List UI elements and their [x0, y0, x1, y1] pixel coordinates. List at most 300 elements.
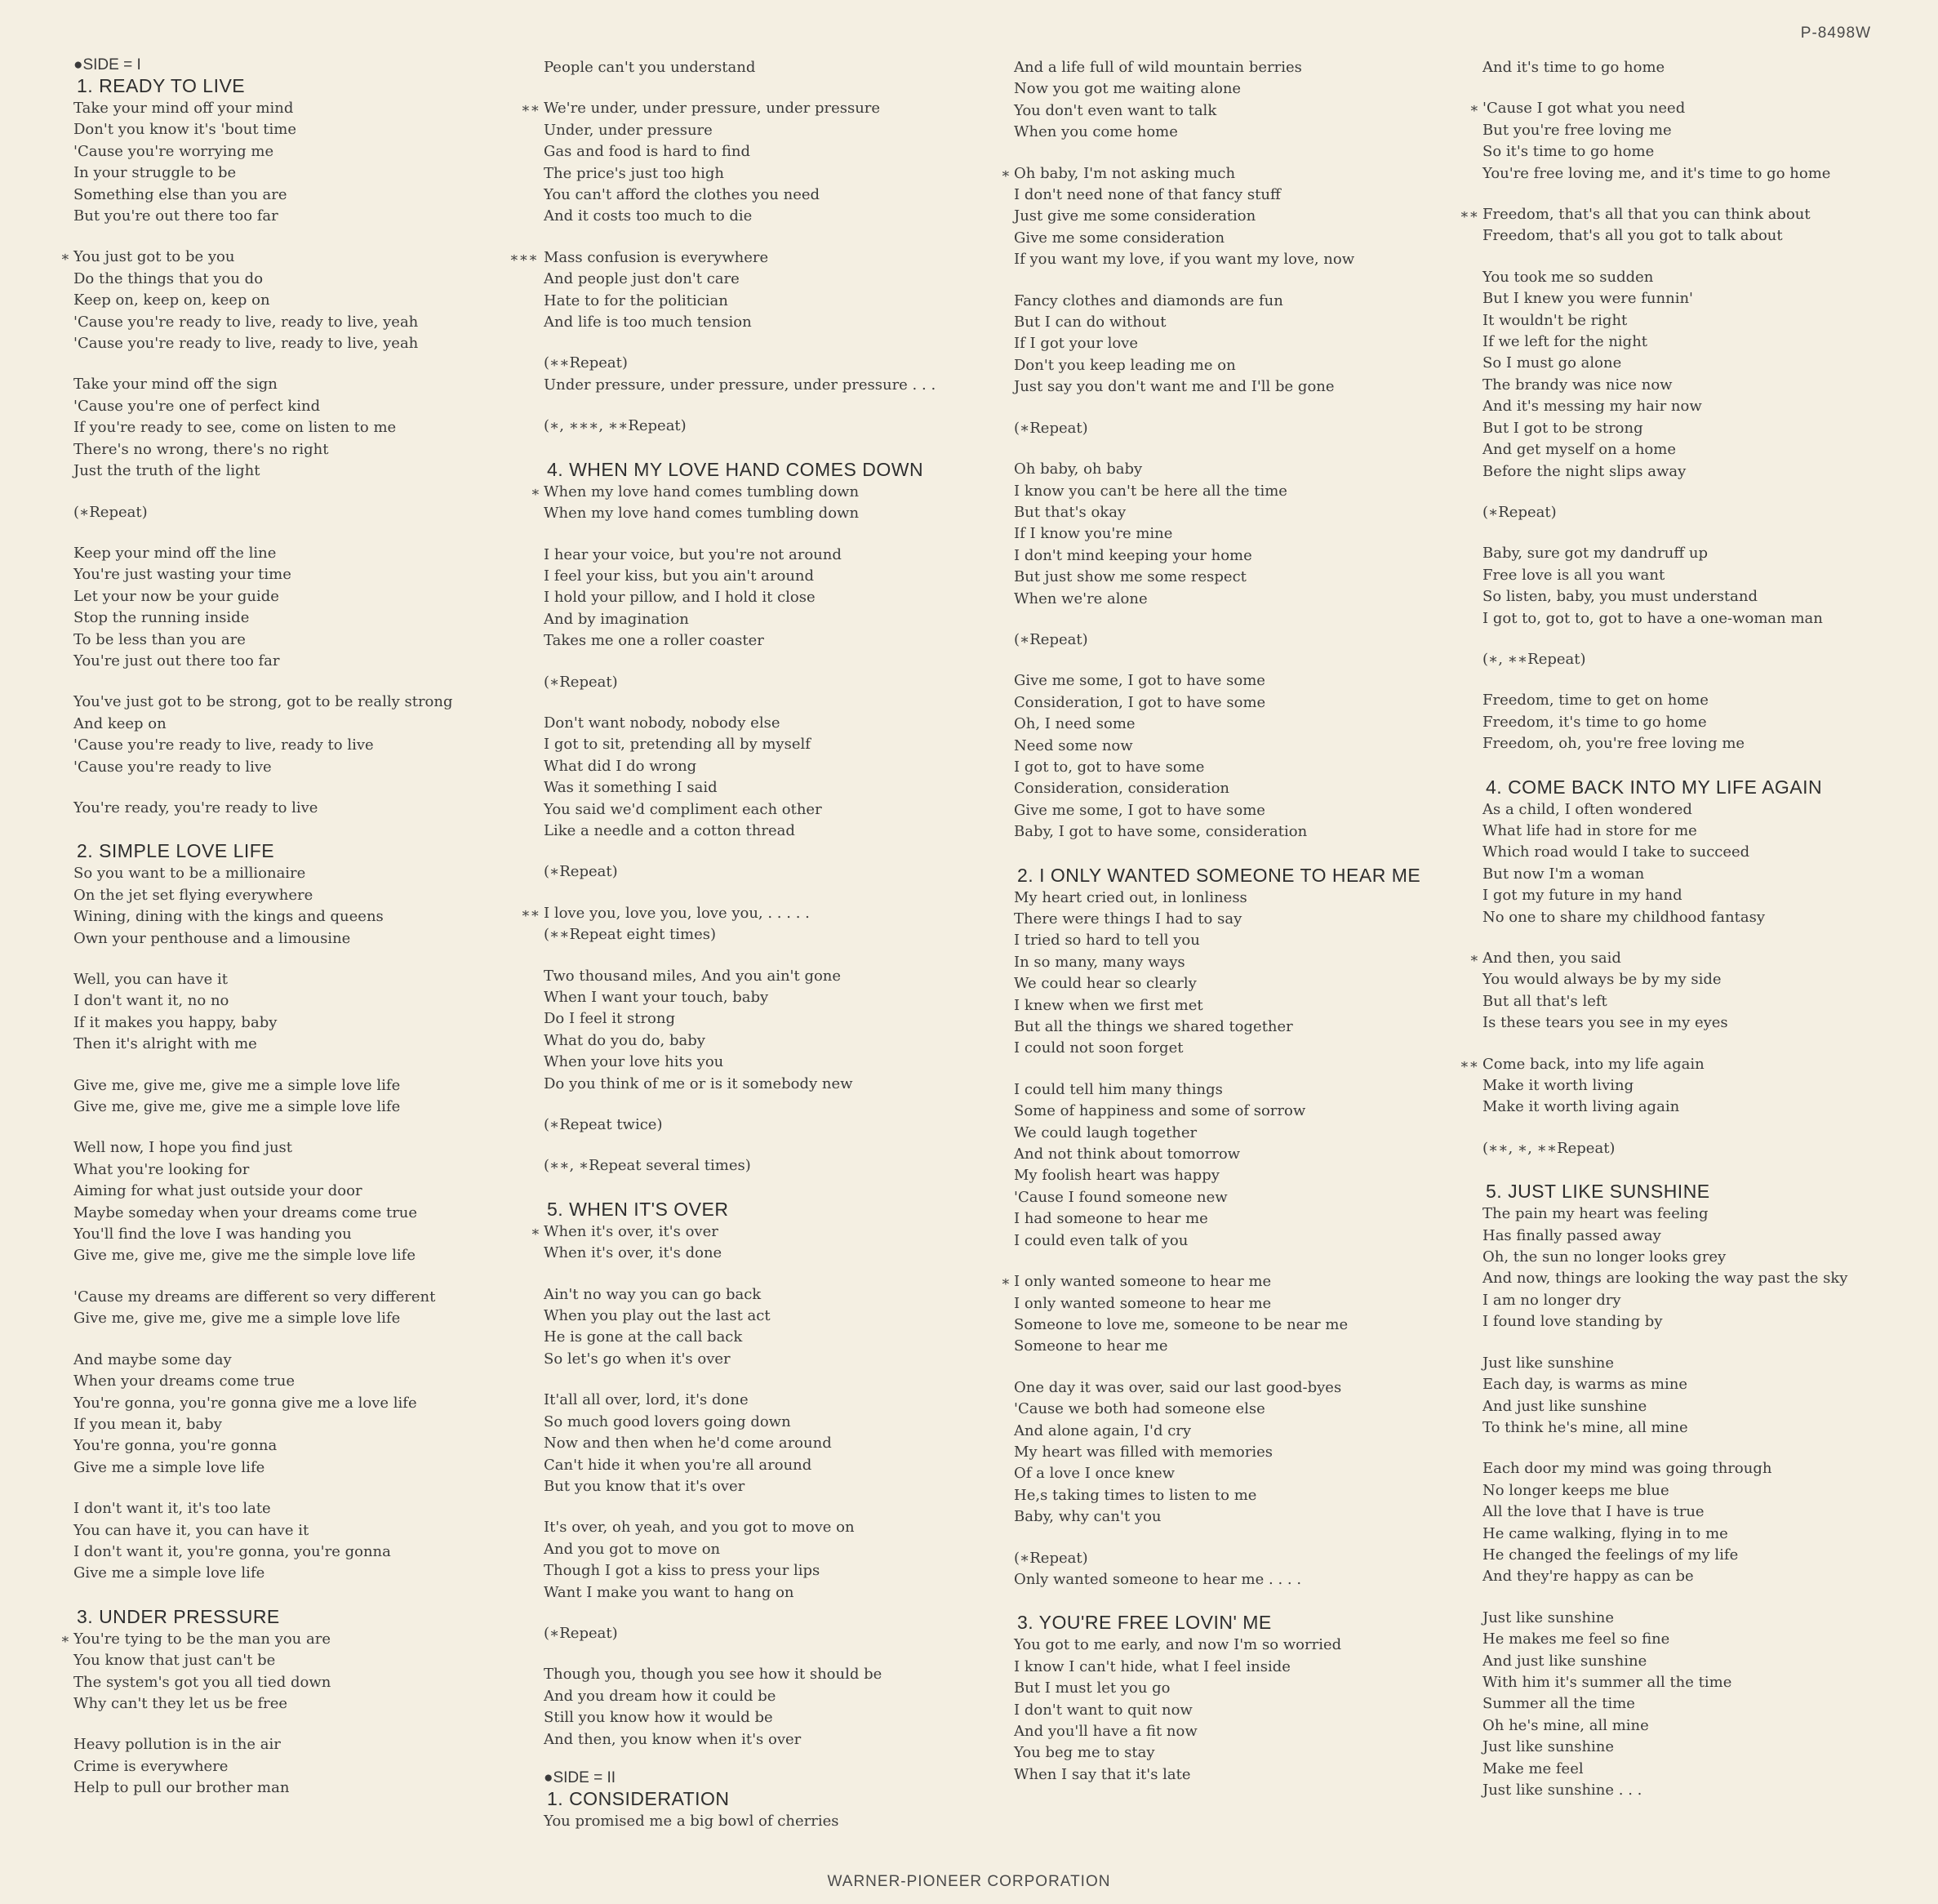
side-label: SIDE = II [553, 1768, 616, 1786]
lyric-line [544, 353, 1001, 374]
lyric-line [1014, 291, 1471, 312]
stanza [1482, 649, 1923, 670]
lyric-line [544, 1433, 1001, 1454]
stanza [544, 966, 1001, 1095]
lyric-text: We're under, under pressure, under pressure [544, 100, 881, 118]
lyric-text: Ain't no way you can go back [544, 1285, 762, 1303]
lyric-line [1014, 1635, 1471, 1656]
lyric-text: I love you, love you, love you, . . . . . [544, 904, 810, 922]
lyric-text: Do you think of me or is it somebody new [544, 1074, 853, 1092]
stanza [1482, 1458, 1923, 1587]
lyric-line [1469, 98, 1923, 119]
lyric-text: And a life full of wild mountain berries [1014, 59, 1302, 76]
lyric-line [73, 417, 531, 438]
stanza [521, 903, 1001, 946]
lyric-line [1482, 267, 1923, 288]
lyric-line [73, 1350, 531, 1371]
lyric-line [509, 247, 1001, 269]
song-title: 5. WHEN IT'S OVER [547, 1198, 729, 1220]
lyric-line [1014, 1017, 1471, 1038]
stanza [1014, 629, 1471, 651]
stanza [1014, 670, 1471, 843]
lyric-text: You took me so sudden [1482, 268, 1654, 286]
lyric-line [73, 1137, 531, 1159]
lyric-line [1014, 800, 1471, 821]
lyric-line [1482, 1247, 1923, 1268]
lyric-line [1482, 418, 1923, 439]
lyric-text: (∗Repeat) [1014, 1549, 1088, 1567]
lyric-text: When you play out the last act [544, 1307, 771, 1325]
lyric-text: To be less than you are [73, 630, 246, 648]
lyric-line [544, 1030, 1001, 1052]
lyric-line [1014, 567, 1471, 588]
lyric-text: But I knew you were funnin' [1482, 290, 1693, 308]
lyric-line [1482, 969, 1923, 990]
lyric-text: But that's okay [1014, 503, 1127, 521]
lyric-text: If you're ready to see, come on listen to me [73, 419, 397, 437]
lyric-line [1014, 670, 1471, 692]
chorus-marker: ∗ [1469, 950, 1479, 967]
lyric-line [1014, 1506, 1471, 1528]
song-title: 1. READY TO LIVE [77, 75, 246, 96]
lyric-text: There's no wrong, there's no right [73, 440, 329, 458]
lyric-line [73, 1287, 531, 1308]
lyric-text: Stop the running inside [73, 609, 250, 627]
lyric-text: Make it worth living [1482, 1077, 1634, 1095]
lyric-line [544, 861, 1001, 883]
lyric-line [73, 885, 531, 906]
lyric-line [1482, 1651, 1923, 1672]
lyric-text: Give me a simple love life [73, 1458, 265, 1476]
lyric-text: I am no longer dry [1482, 1291, 1621, 1309]
lyric-line [1014, 312, 1471, 333]
lyric-line [1482, 1458, 1923, 1479]
lyric-text: Baby, sure got my dandruff up [1482, 545, 1708, 563]
lyric-line [1014, 1678, 1471, 1699]
lyric-text: You're ready, you're ready to live [73, 799, 318, 816]
lyric-line [1482, 864, 1923, 885]
lyric-line [1482, 543, 1923, 564]
lyric-line [544, 1582, 1001, 1604]
lyric-line [1014, 228, 1471, 249]
lyric-text: Freedom, time to get on home [1482, 692, 1709, 710]
lyric-line [1014, 1293, 1471, 1315]
stanza [1482, 267, 1923, 483]
lyric-text: Give me a simple love life [73, 1564, 265, 1582]
lyric-line [73, 1563, 531, 1584]
lyric-text: And alone again, I'd cry [1014, 1421, 1192, 1439]
lyric-line [544, 1412, 1001, 1433]
lyric-line [73, 502, 531, 523]
lyric-text: 'Cause you're worrying me [73, 142, 274, 160]
chorus-marker: ∗∗ [521, 100, 540, 118]
lyric-text: Oh, the sun no longer looks grey [1482, 1248, 1727, 1266]
lyric-text: You just got to be you [73, 248, 235, 266]
lyric-line [544, 545, 1001, 566]
lyric-line [544, 1729, 1001, 1751]
lyric-line [1482, 1693, 1923, 1715]
lyric-text: Well now, I hope you find just [73, 1139, 293, 1157]
lyric-text: (∗∗, ∗Repeat several times) [544, 1157, 751, 1175]
lyric-line [73, 374, 531, 395]
lyric-text: Now and then when he'd come around [544, 1435, 832, 1452]
lyric-line [1014, 1421, 1471, 1442]
lyric-text: What you're looking for [73, 1160, 250, 1178]
side-heading [73, 57, 531, 73]
lyric-line [73, 206, 531, 227]
stanza [73, 502, 531, 523]
lyric-line [73, 798, 531, 819]
lyric-text: You would always be by my side [1482, 971, 1722, 989]
lyric-text: All the love that I have is true [1482, 1503, 1705, 1521]
lyric-line [1014, 629, 1471, 651]
lyric-text: Though you, though you see how it should be [544, 1666, 882, 1684]
lyric-text: Oh he's mine, all mine [1482, 1716, 1649, 1734]
lyric-text: Consideration, consideration [1014, 780, 1230, 798]
lyric-text: You're just out there too far [73, 652, 280, 670]
lyric-text: Well, you can have it [73, 971, 228, 988]
lyric-line [1482, 1097, 1923, 1118]
lyric-text: If it makes you happy, baby [73, 1013, 278, 1031]
chorus-marker: ∗∗ [1460, 207, 1479, 224]
lyric-text: Just like sunshine . . . [1482, 1782, 1642, 1799]
chorus-marker: ∗∗ [1460, 1056, 1479, 1073]
lyric-line [1469, 948, 1923, 969]
lyric-line [1014, 1230, 1471, 1252]
lyric-text: Oh baby, I'm not asking much [1014, 164, 1236, 182]
lyric-text: But I got to be strong [1482, 419, 1643, 437]
lyric-line [73, 1457, 531, 1479]
lyric-line [1482, 502, 1923, 523]
lyric-line [1482, 1524, 1923, 1545]
lyric-line [73, 1541, 531, 1563]
lyric-text: So let's go when it's over [544, 1350, 731, 1368]
lyric-text: I could not soon forget [1014, 1039, 1184, 1057]
lyric-text: And you'll have a fit now [1014, 1723, 1198, 1740]
lyric-line [1482, 163, 1923, 185]
stanza [544, 1284, 1001, 1371]
lyric-line [1482, 1780, 1923, 1801]
lyric-text: I got to sit, pretending all by myself [544, 736, 811, 754]
lyric-line [1014, 714, 1471, 735]
lyric-text: When you come home [1014, 123, 1178, 141]
lyric-text: Keep on, keep on, keep on [73, 291, 270, 309]
lyric-line [1014, 355, 1471, 376]
stanza [544, 1811, 1001, 1832]
lyric-text: Don't you know it's 'bout time [73, 121, 297, 139]
lyric-text: I got to, got to have some [1014, 758, 1205, 776]
lyric-text: Consideration, I got to have some [1014, 693, 1266, 711]
stanza [73, 1287, 531, 1330]
lyric-text: (∗∗, ∗, ∗∗Repeat) [1482, 1139, 1616, 1157]
lyric-line [73, 1181, 531, 1202]
lyric-line [73, 1498, 531, 1519]
lyric-text: You don't even want to talk [1014, 101, 1217, 119]
lyric-text: So much good lovers going down [544, 1412, 791, 1430]
lyric-text: I don't want it, no no [73, 992, 229, 1010]
lyric-line [1014, 1463, 1471, 1484]
lyric-line [1014, 736, 1471, 757]
lyric-line [1482, 353, 1923, 374]
lyric-text: 'Cause you're ready to live [73, 758, 272, 776]
lyric-line [1001, 163, 1471, 185]
lyric-text: But now I'm a woman [1482, 865, 1645, 883]
lyric-text: (∗, ∗∗∗, ∗∗Repeat) [544, 417, 687, 435]
lyric-text: And just like sunshine [1482, 1652, 1647, 1670]
stanza [73, 1350, 531, 1479]
lyric-text: Some of happiness and some of sorrow [1014, 1102, 1306, 1120]
lyric-text: (∗∗Repeat) [544, 354, 628, 372]
lyrics-column-1 [60, 56, 531, 1819]
lyric-line [521, 903, 1001, 924]
lyric-text: Crime is everywhere [73, 1757, 229, 1775]
stanza [1014, 291, 1471, 398]
lyric-line [544, 312, 1001, 333]
lyric-text: Was it something I said [544, 779, 718, 797]
lyric-line [1014, 100, 1471, 122]
stanza [1482, 1138, 1923, 1159]
lyric-line [73, 98, 531, 119]
lyric-line [1482, 733, 1923, 754]
lyric-text: He changed the feelings of my life [1482, 1546, 1739, 1564]
lyric-text: Free love is all you want [1482, 566, 1665, 584]
lyric-text: Just like sunshine [1482, 1738, 1615, 1756]
lyric-line [73, 607, 531, 629]
stanza [531, 482, 1001, 525]
lyric-line [544, 1455, 1001, 1476]
lyric-line [1482, 396, 1923, 417]
lyric-text: Keep your mind off the line [73, 544, 277, 562]
lyric-text: Summer all the time [1482, 1695, 1635, 1713]
lyric-text: But you're out there too far [73, 207, 278, 225]
lyric-line [73, 1371, 531, 1392]
lyric-line [1014, 545, 1471, 567]
lyric-text: I could even talk of you [1014, 1231, 1189, 1249]
lyric-text: Hate to for the politician [544, 291, 728, 309]
stanza [544, 416, 1001, 437]
lyric-line [60, 1629, 531, 1650]
lyric-line [544, 566, 1001, 587]
lyric-line [544, 1052, 1001, 1073]
lyric-text: (∗Repeat twice) [544, 1116, 663, 1134]
song-title: 1. CONSIDERATION [547, 1787, 730, 1809]
lyric-text: 'Cause my dreams are different so very different [73, 1288, 436, 1306]
lyric-line [544, 503, 1001, 524]
lyric-text: I hold your pillow, and I hold it close [544, 589, 816, 607]
lyric-line [1482, 1501, 1923, 1523]
lyric-line [544, 120, 1001, 141]
lyric-line [1014, 1399, 1471, 1420]
stanza [1014, 459, 1471, 610]
stanza [60, 247, 531, 354]
lyric-line [531, 482, 1001, 503]
lyric-line [1482, 1545, 1923, 1566]
lyric-text: With him it's summer all the time [1482, 1673, 1732, 1691]
lyric-line [73, 692, 531, 713]
lyric-text: I only wanted someone to hear me [1014, 1273, 1272, 1291]
lyric-text: But all the things we shared together [1014, 1018, 1293, 1036]
lyric-line [1014, 502, 1471, 523]
stanza [73, 98, 531, 227]
lyric-line [544, 1327, 1001, 1348]
lyrics-column-2 [509, 57, 1001, 1852]
lyric-text: Someone to love me, someone to be near me [1014, 1315, 1349, 1333]
stanza [1014, 887, 1471, 1060]
lyric-line [544, 987, 1001, 1008]
lyric-text: Freedom, it's time to go home [1482, 713, 1707, 731]
lyric-line [73, 439, 531, 460]
lyric-text: You beg me to stay [1014, 1744, 1155, 1762]
lyric-line [1482, 885, 1923, 906]
stanza [544, 57, 1001, 78]
lyric-line [1482, 1353, 1923, 1374]
lyric-line [73, 863, 531, 884]
song-title: 3. YOU'RE FREE LOVIN' ME [1017, 1612, 1272, 1634]
lyric-line [544, 609, 1001, 630]
lyric-line [73, 1672, 531, 1693]
lyric-text: And people just don't care [544, 270, 740, 288]
song-title: 4. COME BACK INTO MY LIFE AGAIN [1486, 776, 1823, 798]
stanza [544, 672, 1001, 693]
lyric-text: But I can do without [1014, 314, 1167, 331]
lyric-text: And it's time to go home [1482, 59, 1665, 76]
lyric-text: 'Cause you're ready to live, ready to live, yeah [73, 313, 419, 331]
lyric-text: 'Cause you're one of perfect kind [73, 397, 321, 415]
lyric-line [73, 333, 531, 354]
lyric-text: To think he's mine, all mine [1482, 1418, 1688, 1436]
lyric-line [544, 1707, 1001, 1728]
lyric-line [1001, 1271, 1471, 1292]
lyric-text: Before the night slips away [1482, 462, 1687, 480]
lyric-line [544, 163, 1001, 185]
lyric-line [1482, 375, 1923, 396]
lyric-line [544, 1476, 1001, 1497]
lyric-text: (∗Repeat) [544, 863, 618, 881]
lyric-text: Each door my mind was going through [1482, 1460, 1772, 1478]
stanza [1014, 1548, 1471, 1591]
stanza [73, 969, 531, 1056]
lyric-text: Though I got a kiss to press your lips [544, 1562, 820, 1580]
lyric-text: Give me, give me, give me the simple love life [73, 1247, 416, 1265]
lyric-line [544, 141, 1001, 162]
lyric-line [73, 1034, 531, 1055]
lyric-text: He is gone at the call back [544, 1328, 743, 1346]
stanza [1001, 1271, 1471, 1358]
lyric-line [1014, 459, 1471, 480]
lyric-text: Is these tears you see in my eyes [1482, 1014, 1728, 1032]
lyric-text: And you got to move on [544, 1540, 721, 1558]
lyric-text: You can have it, you can have it [73, 1521, 309, 1539]
lyric-line [1014, 909, 1471, 930]
lyric-text: I don't want to quit now [1014, 1701, 1193, 1719]
lyric-line [1482, 1480, 1923, 1501]
lyric-line [544, 734, 1001, 755]
lyric-text: What do you do, baby [544, 1031, 705, 1049]
publisher-footer: WARNER-PIONEER CORPORATION [827, 1873, 1111, 1890]
lyric-line [544, 1560, 1001, 1581]
lyric-line [73, 651, 531, 672]
lyric-line [1482, 991, 1923, 1012]
lyric-text: Give me, give me, give me a simple love life [73, 1076, 401, 1094]
lyric-text: Something else than you are [73, 185, 287, 203]
lyric-line [1014, 1208, 1471, 1230]
lyric-line [1482, 1417, 1923, 1439]
lyric-line [1014, 1144, 1471, 1165]
lyric-line [1014, 1721, 1471, 1742]
stanza [1482, 690, 1923, 754]
chorus-marker: ∗ [531, 1223, 540, 1240]
lyric-text: When we're alone [1014, 589, 1148, 607]
lyric-text: There were things I had to say [1014, 910, 1242, 928]
lyric-text: Mass confusion is everywhere [544, 248, 769, 266]
lyric-text: In your struggle to be [73, 164, 237, 182]
lyric-line [544, 269, 1001, 290]
lyric-line [1482, 1268, 1923, 1289]
stanza [1001, 163, 1471, 271]
stanza [521, 98, 1001, 227]
lyric-line [1014, 481, 1471, 502]
lyric-line [544, 1390, 1001, 1411]
lyric-line [544, 1349, 1001, 1370]
lyric-line [1482, 1226, 1923, 1247]
lyric-text: I hear your voice, but you're not around [544, 545, 842, 563]
lyric-text: I know you can't be here all the time [1014, 482, 1287, 500]
lyric-text: So I must go alone [1482, 354, 1622, 372]
lyric-text: But just show me some respect [1014, 568, 1247, 586]
stanza [1014, 1635, 1471, 1786]
lyric-text: When I say that it's late [1014, 1765, 1191, 1783]
lyric-line [1482, 1290, 1923, 1311]
lyric-text: Just say you don't want me and I'll be gone [1014, 378, 1335, 396]
lyric-text: You got to me early, and now I'm so worried [1014, 1636, 1342, 1654]
lyric-line [1014, 206, 1471, 227]
lyric-line [1482, 712, 1923, 733]
lyric-line [73, 586, 531, 607]
lyric-text: So it's time to go home [1482, 143, 1655, 161]
stanza [544, 1390, 1001, 1497]
stanza [1482, 543, 1923, 629]
lyric-text: Do the things that you do [73, 269, 264, 287]
lyric-text: When it's over, it's done [544, 1244, 722, 1262]
lyric-text: If we left for the night [1482, 333, 1648, 351]
lyric-text: Make it worth living again [1482, 1098, 1680, 1116]
lyric-text: Just like sunshine [1482, 1354, 1615, 1372]
lyrics-column-3 [1001, 57, 1471, 1805]
lyric-text: You've just got to be strong, got to be really strong [73, 693, 453, 711]
lyric-text: If I got your love [1014, 335, 1138, 353]
lyric-text: And then, you know when it's over [544, 1730, 802, 1748]
lyric-line [73, 1224, 531, 1245]
lyric-text: 'Cause I found someone new [1014, 1188, 1228, 1206]
stanza [73, 863, 531, 950]
stanza [1482, 502, 1923, 523]
lyric-line [1014, 1657, 1471, 1678]
song-title: 4. WHEN MY LOVE HAND COMES DOWN [547, 458, 924, 480]
lyric-line [73, 1245, 531, 1266]
lyric-line [1014, 185, 1471, 206]
lyric-text: You're gonna, you're gonna give me a love life [73, 1394, 417, 1412]
lyric-line [1014, 78, 1471, 100]
lyric-line [1014, 376, 1471, 398]
lyric-line [1014, 778, 1471, 799]
lyric-text: In so many, many ways [1014, 953, 1185, 971]
lyric-line [1482, 1672, 1923, 1693]
lyric-text: Give me some consideration [1014, 229, 1225, 247]
lyric-line [1482, 586, 1923, 607]
lyric-line [544, 799, 1001, 821]
lyric-text: Freedom, that's all you got to talk about [1482, 227, 1783, 245]
lyric-line [544, 1664, 1001, 1685]
